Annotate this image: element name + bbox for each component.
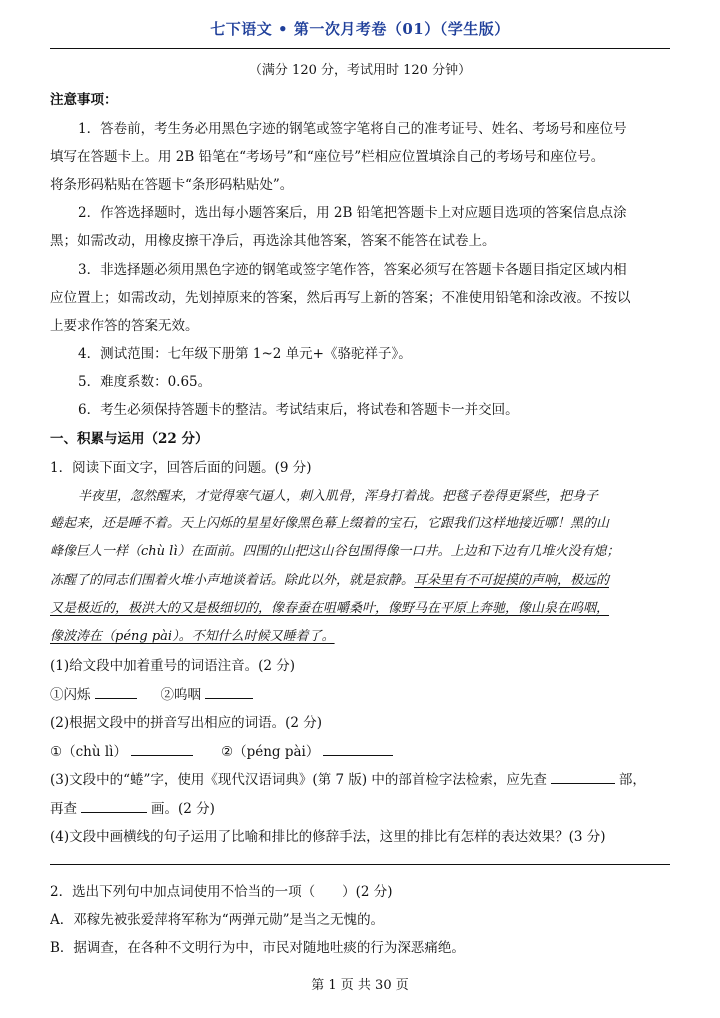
option-a[interactable]: A．邓稼先被张爱萍将军称为“两弹元勋”是当之无愧的。: [50, 912, 385, 928]
notice-line: 黑；如需改动，用橡皮擦干净后，再选涂其他答案，答案不能答在试卷上。: [50, 233, 496, 249]
answer-blank[interactable]: [95, 686, 137, 699]
answer-blank[interactable]: [205, 686, 253, 699]
answer-blank[interactable]: [551, 771, 615, 784]
notice-line: 1．答卷前，考生务必用黑色字迹的钢笔或签字笔将自己的准考证号、姓名、考场号和座位号: [78, 121, 627, 137]
answer-blank[interactable]: [131, 743, 193, 756]
underlined-sentence: 又是极近的，极洪大的又是极细切的，像春蚕在咀嚼桑叶，像野马在平原上奔驰，像山泉在呜咽，: [50, 601, 610, 616]
notice-line: 将条形码粘贴在答题卡“条形码粘贴处”。: [50, 177, 294, 193]
passage-line: [50, 625, 670, 644]
score-time-note: （满分 120 分，考试用时 120 分钟）: [248, 63, 472, 78]
option-b[interactable]: B．据调查，在各种不文明行为中，市民对随地吐痰的行为深恶痛绝。: [50, 940, 465, 956]
page-title: 七下语文 • 第一次月考卷（01）（学生版）: [210, 20, 510, 38]
answer-line[interactable]: [50, 864, 670, 865]
passage-line: 峰像巨人一样（chù lì）在面前。四围的山把这山谷包围得像一口井。上边和下边有几堆火没有熄；: [50, 544, 620, 559]
header-divider: [50, 48, 670, 49]
passage-line: 蜷起来，还是睡不着。天上闪烁的星星好像黑色幕上缀着的宝石，它跟我们这样地接近哪！黑的山: [50, 516, 610, 531]
passage-line: 冻醒了的同志们围着火堆小声地谈着话。除此以外，就是寂静。耳朵里有不可捉摸的声响，极远的: [50, 573, 610, 588]
section-heading: 一、积累与运用（22 分）: [50, 431, 209, 447]
question-1-prompt: 1．阅读下面文字，回答后面的问题。(9 分): [50, 460, 312, 476]
underlined-sentence: 像波涛在（péng pài）。不知什么时候又睡着了。: [50, 629, 335, 644]
notice-line: 3．非选择题必须用黑色字迹的钢笔或签字笔作答，答案必须写在答题卡各题目指定区域内相: [78, 262, 627, 278]
notice-line: 应位置上；如需改动，先划掉原来的答案，然后再写上新的答案；不准使用铅笔和涂改液。不按以: [50, 290, 631, 306]
notice-line: 2．作答选择题时，选出每小题答案后，用 2B 铅笔把答题卡上对应题目选项的答案信息点涂: [78, 205, 627, 221]
notice-heading: 注意事项：: [50, 92, 118, 108]
answer-blank[interactable]: [323, 743, 393, 756]
notice-line: 6．考生必须保持答题卡的整洁。考试结束后，将试卷和答题卡一并交回。: [78, 402, 519, 418]
notice-line: 5．难度系数：0.65。: [78, 374, 212, 390]
sub-question-3: (3)文段中的“蜷”字，使用《现代汉语词典》(第 7 版) 中的部首检字法检索，应先查 部，: [50, 772, 646, 788]
notice-line: 填写在答题卡上。用 2B 铅笔在“考场号”和“座位号”栏相应位置填涂自己的考场号和座位号。: [50, 149, 605, 165]
emphasis-word: 当之无愧: [303, 912, 358, 928]
sub-question-2: (2)根据文段中的拼音写出相应的词语。(2 分): [50, 715, 323, 731]
sub-question-1-answers: ①闪烁 ②呜咽: [50, 683, 670, 703]
emphasis-word: 深恶痛绝: [397, 940, 452, 956]
sub-question-2-answers: ①（chù lì） ②（péng pài）: [50, 740, 670, 760]
notice-line: 4．测试范围：七年级下册第 1~2 单元+《骆驼祥子》。: [78, 346, 412, 362]
underlined-sentence: 耳朵里有不可捉摸的声响，极远的: [414, 573, 610, 588]
answer-blank[interactable]: [81, 800, 147, 813]
passage-line: 半夜里，忽然醒来，才觉得寒气逼人，刺入肌骨，浑身打着战。把毯子卷得更紧些，把身子: [78, 489, 599, 504]
sub-question-4: (4)文段中画横线的句子运用了比喻和排比的修辞手法，这里的排比有怎样的表达效果？(3 分): [50, 829, 606, 845]
sub-question-3-cont: 再查 画。(2 分): [50, 801, 215, 817]
notice-line: 上要求作答的答案无效。: [50, 318, 199, 334]
sub-question-1: (1)给文段中加着重号的词语注音。(2 分): [50, 658, 296, 674]
emphasis-char: 蜷: [50, 516, 64, 531]
page-number: 第 1 页 共 30 页: [311, 978, 409, 993]
question-2-prompt: 2．选出下列句中加点词使用不恰当的一项（ ）(2 分): [50, 884, 393, 900]
